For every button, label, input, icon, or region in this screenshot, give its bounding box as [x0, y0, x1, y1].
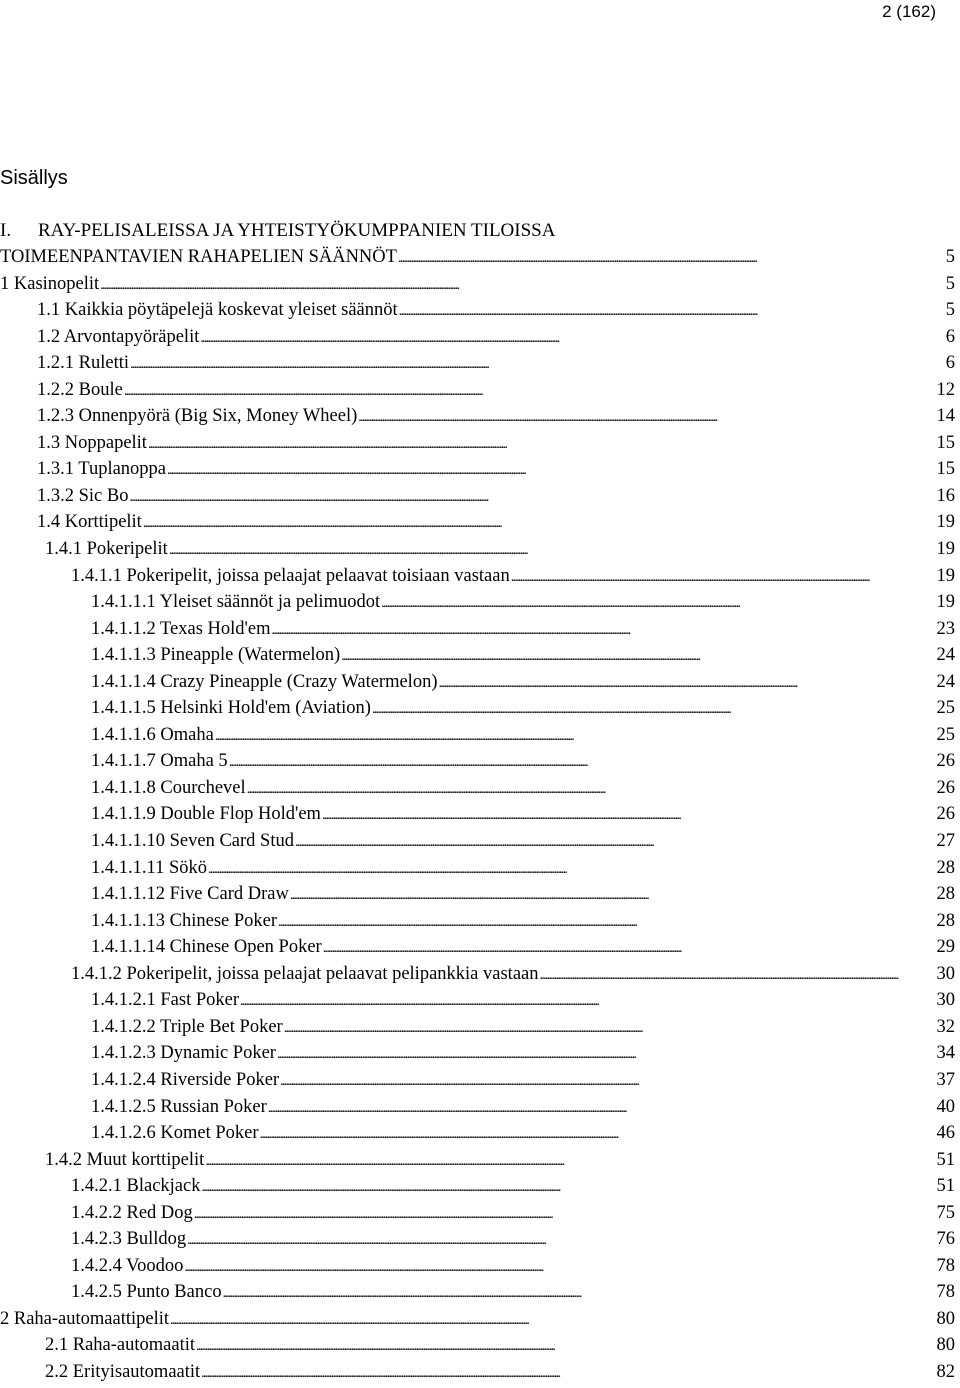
dot-leader — [398, 244, 940, 273]
toc-entry-page: 14 — [932, 403, 960, 430]
dot-leader — [511, 563, 931, 592]
toc-entry-page: 6 — [941, 324, 960, 351]
toc-entry-label: 1.4.1.1.4 Crazy Pineapple (Crazy Watermelon) — [91, 669, 437, 696]
dot-leader — [100, 271, 940, 300]
toc-entry-page: 51 — [932, 1173, 960, 1200]
dot-leader — [277, 1040, 931, 1069]
toc-entry-page: 26 — [932, 801, 960, 828]
toc-entry-label: 1.4.1.2.2 Triple Bet Poker — [91, 1014, 283, 1041]
toc-entry-label: 1.4.1.1.1 Yleiset säännöt ja pelimuodot — [91, 589, 380, 616]
dot-leader — [358, 403, 930, 432]
dot-leader — [295, 828, 931, 857]
dot-leader — [124, 377, 931, 406]
toc-entry-page: 26 — [932, 748, 960, 775]
toc-entry-page: 26 — [932, 775, 960, 802]
dot-leader — [208, 855, 931, 884]
toc-entry-label: 2.2 Erityisautomaatit — [45, 1359, 200, 1386]
toc-entry[interactable] — [0, 881, 960, 908]
toc-entry[interactable] — [0, 1306, 960, 1333]
page-number: 2 (162) — [882, 1, 936, 23]
toc-entry-label: 1.4.1.1.12 Five Card Draw — [91, 881, 289, 908]
toc-entry-label: 1.2.3 Onnenpyörä (Big Six, Money Wheel) — [37, 403, 357, 430]
toc-entry-page: 25 — [932, 695, 960, 722]
dot-leader — [187, 1226, 930, 1255]
dot-leader — [372, 695, 931, 724]
toc-entry[interactable] — [0, 1200, 960, 1227]
dot-leader — [169, 536, 931, 565]
toc-entry-page: 34 — [932, 1040, 960, 1067]
toc-entry[interactable] — [0, 430, 960, 457]
dot-leader — [280, 1067, 930, 1096]
toc-entry-page: 28 — [932, 908, 960, 935]
toc-entry[interactable] — [0, 483, 960, 510]
toc-entry[interactable] — [0, 271, 960, 298]
toc-entry-page: 5 — [941, 244, 960, 271]
toc-entry-page: 24 — [932, 669, 960, 696]
toc-entry-label: 1.4.1.1.11 Sökö — [91, 855, 207, 882]
toc-entry-page: 5 — [941, 271, 960, 298]
toc-entry-part-line2[interactable] — [0, 244, 960, 271]
toc-entry-label: 1.4.1.1.7 Omaha 5 — [91, 748, 228, 775]
toc-entry-label: 1.4.1.1.2 Texas Hold'em — [91, 616, 270, 643]
toc-entry[interactable] — [0, 536, 960, 563]
toc-entry-label: 1.2.2 Boule — [37, 377, 123, 404]
toc-entry-page: 16 — [932, 483, 960, 510]
dot-leader — [215, 722, 931, 751]
toc-entry-page: 75 — [932, 1200, 960, 1227]
toc-entry[interactable] — [0, 1279, 960, 1306]
toc-entry[interactable] — [0, 1094, 960, 1121]
toc-entry-label: 1.4.1.1.8 Courchevel — [91, 775, 246, 802]
dot-leader — [167, 456, 930, 485]
toc-entry-page: 30 — [932, 987, 960, 1014]
dot-leader — [278, 908, 930, 937]
toc-part-title[interactable] — [0, 218, 940, 244]
part-title-text-2: TOIMEENPANTAVIEN RAHAPELIEN SÄÄNNÖT — [0, 244, 397, 271]
dot-leader — [143, 509, 931, 538]
toc-entry-label: 1.4.1.1 Pokeripelit, joissa pelaajat pelaavat toisiaan vastaan — [71, 563, 510, 590]
toc-entry[interactable] — [0, 509, 960, 536]
dot-leader — [381, 589, 930, 618]
toc-entry-page: 15 — [932, 456, 960, 483]
toc-entry[interactable] — [0, 801, 960, 828]
toc-entry[interactable] — [0, 403, 960, 430]
part-number: I. — [0, 218, 38, 244]
toc-entry-label: 1.4.1.2.1 Fast Poker — [91, 987, 239, 1014]
dot-leader — [194, 1200, 931, 1229]
dot-leader — [260, 1120, 931, 1149]
toc-entry[interactable] — [0, 1253, 960, 1280]
toc-entry-label: 1.4.1.1.6 Omaha — [91, 722, 214, 749]
toc-entry-page: 28 — [932, 881, 960, 908]
dot-leader — [201, 1173, 930, 1202]
toc-entry[interactable] — [0, 456, 960, 483]
toc-entry-label: 1.4.1.1.13 Chinese Poker — [91, 908, 277, 935]
toc-entry-label: 1.4.2.1 Blackjack — [71, 1173, 200, 1200]
toc-entry-page: 19 — [932, 563, 960, 590]
dot-leader — [200, 324, 939, 353]
toc-entry-page: 15 — [932, 430, 960, 457]
toc-entry-label: 1.4 Korttipelit — [37, 509, 142, 536]
dot-leader — [201, 1359, 930, 1388]
toc-entry-page: 51 — [932, 1147, 960, 1174]
dot-leader — [184, 1253, 930, 1282]
toc-entry[interactable] — [0, 987, 960, 1014]
toc-entry-label: 1.4.1.1.10 Seven Card Stud — [91, 828, 294, 855]
toc-entry-label: 1.2 Arvontapyöräpelit — [37, 324, 199, 351]
dot-leader — [130, 350, 940, 379]
toc-entry-label: 1.4.2.5 Punto Banco — [71, 1279, 222, 1306]
toc-entry[interactable] — [0, 748, 960, 775]
toc-entry-label: 1.4.1.1.9 Double Flop Hold'em — [91, 801, 321, 828]
toc-entry[interactable] — [0, 722, 960, 749]
toc-entry[interactable] — [0, 961, 960, 988]
toc-entry-label: 1.3.2 Sic Bo — [37, 483, 128, 510]
toc-entry-page: 19 — [932, 589, 960, 616]
dot-leader — [229, 748, 931, 777]
toc-entry-label: 1.2.1 Ruletti — [37, 350, 129, 377]
toc-entry[interactable] — [0, 1147, 960, 1174]
toc-entry[interactable] — [0, 1359, 960, 1386]
toc-entry-page: 27 — [932, 828, 960, 855]
toc-entry-label: 2.1 Raha-automaatit — [45, 1332, 195, 1359]
toc-entry[interactable] — [0, 908, 960, 935]
toc-entry[interactable] — [0, 669, 960, 696]
toc-entry-page: 25 — [932, 722, 960, 749]
toc-entry-label: 1 Kasinopelit — [0, 271, 99, 298]
toc-entry[interactable] — [0, 1173, 960, 1200]
toc-entry-label: 1.4.1.2.6 Komet Poker — [91, 1120, 259, 1147]
toc-entry[interactable] — [0, 775, 960, 802]
toc-entry-page: 23 — [932, 616, 960, 643]
toc-entry-page: 46 — [932, 1120, 960, 1147]
toc-entry-page: 28 — [932, 855, 960, 882]
dot-leader — [341, 642, 930, 671]
toc-entry[interactable] — [0, 1332, 960, 1359]
toc-entry[interactable] — [0, 642, 960, 669]
toc-entry-page: 19 — [932, 536, 960, 563]
toc-entry-label: 1.4.1.1.3 Pineapple (Watermelon) — [91, 642, 340, 669]
toc-heading: Sisällys — [0, 165, 68, 191]
toc-entry-label: 1.4.1.2.3 Dynamic Poker — [91, 1040, 276, 1067]
dot-leader — [540, 961, 931, 990]
toc-entry-label: 1.4.1.2.5 Russian Poker — [91, 1094, 267, 1121]
toc-entry-page: 78 — [932, 1279, 960, 1306]
toc-entry[interactable] — [0, 1067, 960, 1094]
dot-leader — [240, 987, 931, 1016]
toc-entry[interactable] — [0, 1040, 960, 1067]
toc-entry-label: 1.4.2.4 Voodoo — [71, 1253, 183, 1280]
toc-entry-label: 1.4.1 Pokeripelit — [45, 536, 168, 563]
toc-entry-page: 82 — [932, 1359, 960, 1386]
dot-leader — [223, 1279, 931, 1308]
toc-entry-page: 80 — [932, 1332, 960, 1359]
toc-entry-list — [0, 244, 960, 1386]
toc-entry[interactable] — [0, 934, 960, 961]
toc-entry[interactable] — [0, 350, 960, 377]
toc-entry-page: 12 — [932, 377, 960, 404]
dot-leader — [205, 1147, 930, 1176]
dot-leader — [438, 669, 930, 698]
toc-entry-label: 1.4.1.1.5 Helsinki Hold'em (Aviation) — [91, 695, 371, 722]
toc-entry[interactable] — [0, 324, 960, 351]
toc-entry-page: 40 — [932, 1094, 960, 1121]
toc-entry[interactable] — [0, 563, 960, 590]
toc-entry[interactable] — [0, 1014, 960, 1041]
toc-entry-label: 1.4.2.3 Bulldog — [71, 1226, 186, 1253]
dot-leader — [323, 934, 931, 963]
toc-entry-label: 1.3.1 Tuplanoppa — [37, 456, 166, 483]
toc-entry-label: 1.4.2 Muut korttipelit — [45, 1147, 204, 1174]
toc-entry-label: 1.4.1.1.14 Chinese Open Poker — [91, 934, 322, 961]
toc-entry-page: 80 — [932, 1306, 960, 1333]
dot-leader — [268, 1094, 931, 1123]
toc-entry-page: 24 — [932, 642, 960, 669]
toc-entry-page: 30 — [932, 961, 960, 988]
dot-leader — [284, 1014, 931, 1043]
toc-entry[interactable] — [0, 1120, 960, 1147]
toc-entry[interactable] — [0, 297, 960, 324]
dot-leader — [322, 801, 931, 830]
toc-entry[interactable] — [0, 377, 960, 404]
toc-entry-label: 1.3 Noppapelit — [37, 430, 147, 457]
toc-entry[interactable] — [0, 695, 960, 722]
toc-entry-page: 6 — [941, 350, 960, 377]
dot-leader — [170, 1306, 930, 1335]
dot-leader — [247, 775, 931, 804]
toc-entry[interactable] — [0, 616, 960, 643]
part-title-text-1: RAY-PELISALEISSA JA YHTEISTYÖKUMPPANIEN TILOISSA — [38, 220, 555, 241]
dot-leader — [196, 1332, 930, 1361]
dot-leader — [148, 430, 931, 459]
toc-entry[interactable] — [0, 1226, 960, 1253]
toc-entry[interactable] — [0, 828, 960, 855]
toc-entry[interactable] — [0, 855, 960, 882]
toc-entry-page: 32 — [932, 1014, 960, 1041]
dot-leader — [290, 881, 931, 910]
toc-entry-label: 1.4.1.2 Pokeripelit, joissa pelaajat pelaavat pelipankkia vastaan — [71, 961, 539, 988]
part-title-line1 — [0, 218, 940, 244]
toc-entry-page: 76 — [932, 1226, 960, 1253]
toc-entry-label: 1.4.2.2 Red Dog — [71, 1200, 193, 1227]
toc-entry-label: 1.1 Kaikkia pöytäpelejä koskevat yleiset säännöt — [37, 297, 398, 324]
toc-entry-page: 5 — [941, 297, 960, 324]
toc-entry-page: 19 — [932, 509, 960, 536]
dot-leader — [271, 616, 930, 645]
toc-entry-page: 78 — [932, 1253, 960, 1280]
dot-leader — [129, 483, 930, 512]
dot-leader — [399, 297, 940, 326]
toc-entry-page: 29 — [932, 934, 960, 961]
toc-entry-label: 2 Raha-automaattipelit — [0, 1306, 169, 1333]
toc-entry[interactable] — [0, 589, 960, 616]
toc-entry-page: 37 — [932, 1067, 960, 1094]
toc-entry-label: 1.4.1.2.4 Riverside Poker — [91, 1067, 279, 1094]
